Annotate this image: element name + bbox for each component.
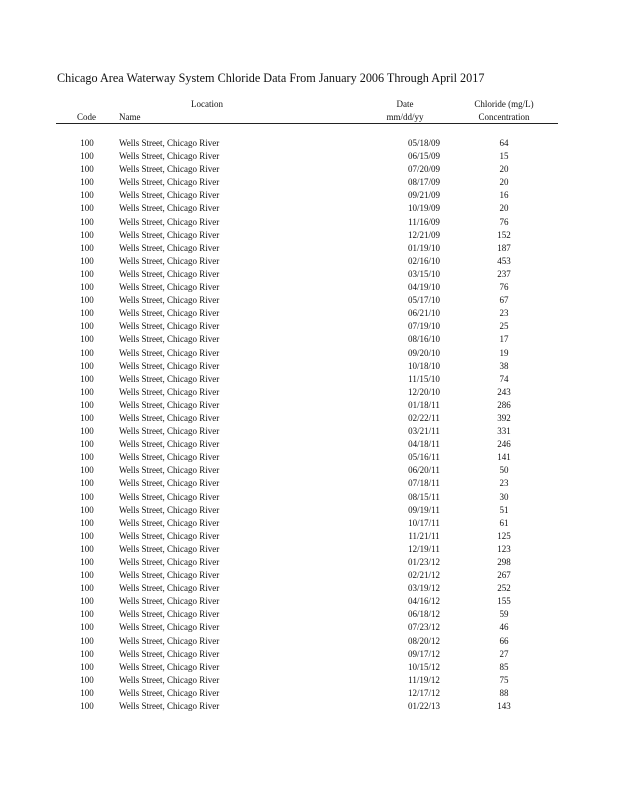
table-row <box>0 361 618 374</box>
table-row <box>0 426 618 439</box>
row-location-name: Wells Street, Chicago River <box>119 465 220 476</box>
table-row <box>0 334 618 347</box>
row-chloride-value: 20 <box>499 177 509 188</box>
row-date: 06/21/10 <box>407 308 440 319</box>
row-date: 10/19/09 <box>407 203 440 214</box>
row-chloride-value: 25 <box>499 321 509 332</box>
table-row <box>0 544 618 557</box>
row-date: 03/15/10 <box>407 268 440 279</box>
row-code: 100 <box>80 190 94 201</box>
row-code: 100 <box>80 491 94 502</box>
row-chloride-value: 76 <box>499 216 509 227</box>
row-location-name: Wells Street, Chicago River <box>119 609 220 620</box>
row-code: 100 <box>80 661 94 672</box>
row-code: 100 <box>80 557 94 567</box>
row-date: 02/16/10 <box>407 255 440 266</box>
table-row <box>0 583 618 596</box>
row-location-name: Wells Street, Chicago River <box>119 570 220 581</box>
row-date: 08/16/10 <box>407 334 440 345</box>
row-location-name: Wells Street, Chicago River <box>119 504 220 515</box>
row-chloride-value: 392 <box>497 412 511 423</box>
table-row <box>0 348 618 361</box>
row-chloride-value: 141 <box>497 452 511 463</box>
document-title: Chicago Area Waterway System Chloride Data From January 2006 Through April 2017 <box>57 71 485 85</box>
row-location-name: Wells Street, Chicago River <box>119 426 220 437</box>
row-location-name: Wells Street, Chicago River <box>119 583 220 594</box>
row-date: 07/19/10 <box>407 321 440 332</box>
row-code: 100 <box>80 504 94 515</box>
row-code: 100 <box>80 373 94 384</box>
table-row <box>0 531 618 544</box>
table-row <box>0 662 618 675</box>
table-row <box>0 557 618 570</box>
row-code: 100 <box>80 648 94 659</box>
row-location-name: Wells Street, Chicago River <box>119 439 220 450</box>
row-code: 100 <box>80 203 94 214</box>
row-location-name: Wells Street, Chicago River <box>119 491 220 502</box>
table-row <box>0 609 618 622</box>
row-code: 100 <box>80 268 94 279</box>
row-code: 100 <box>80 570 94 581</box>
row-date: 09/17/12 <box>407 648 440 659</box>
row-code: 100 <box>80 255 94 266</box>
table-row <box>0 400 618 413</box>
row-location-name: Wells Street, Chicago River <box>119 203 220 214</box>
row-location-name: Wells Street, Chicago River <box>119 308 220 319</box>
row-date: 08/20/12 <box>407 635 440 646</box>
table-row <box>0 374 618 387</box>
row-date: 11/16/09 <box>408 216 440 227</box>
table-row <box>0 321 618 334</box>
row-date: 08/15/11 <box>408 491 440 502</box>
row-code: 100 <box>80 596 94 607</box>
row-chloride-value: 30 <box>499 491 509 502</box>
row-chloride-value: 243 <box>497 386 511 397</box>
header-rule <box>56 123 558 124</box>
table-row <box>0 492 618 505</box>
row-date: 12/19/11 <box>408 543 440 554</box>
row-chloride-value: 155 <box>497 596 511 607</box>
row-chloride-value: 64 <box>499 138 509 148</box>
row-location-name: Wells Street, Chicago River <box>119 177 220 188</box>
data-table-body <box>0 138 618 714</box>
table-row <box>0 675 618 688</box>
header-concentration: Concentration <box>478 112 530 122</box>
row-code: 100 <box>80 151 94 162</box>
row-date: 05/18/09 <box>407 138 440 148</box>
row-code: 100 <box>80 426 94 437</box>
row-location-name: Wells Street, Chicago River <box>119 190 220 201</box>
table-row <box>0 282 618 295</box>
row-location-name: Wells Street, Chicago River <box>119 622 220 633</box>
row-location-name: Wells Street, Chicago River <box>119 635 220 646</box>
row-code: 100 <box>80 674 94 685</box>
row-code: 100 <box>80 321 94 332</box>
row-chloride-value: 85 <box>499 661 509 672</box>
row-chloride-value: 246 <box>497 439 511 450</box>
row-code: 100 <box>80 465 94 476</box>
table-row <box>0 164 618 177</box>
row-location-name: Wells Street, Chicago River <box>119 701 220 712</box>
row-location-name: Wells Street, Chicago River <box>119 386 220 397</box>
row-location-name: Wells Street, Chicago River <box>119 452 220 463</box>
row-chloride-value: 298 <box>497 557 511 567</box>
row-code: 100 <box>80 452 94 463</box>
row-location-name: Wells Street, Chicago River <box>119 687 220 698</box>
row-chloride-value: 59 <box>499 609 509 620</box>
table-row <box>0 308 618 321</box>
table-row <box>0 177 618 190</box>
row-chloride-value: 123 <box>497 543 511 554</box>
row-date: 10/17/11 <box>408 517 440 528</box>
row-date: 07/20/09 <box>407 164 440 175</box>
row-location-name: Wells Street, Chicago River <box>119 151 220 162</box>
row-location-name: Wells Street, Chicago River <box>119 321 220 332</box>
table-row <box>0 701 618 714</box>
row-date: 10/18/10 <box>407 360 440 371</box>
table-row <box>0 243 618 256</box>
header-code: Code <box>77 112 96 122</box>
row-code: 100 <box>80 635 94 646</box>
table-row <box>0 649 618 662</box>
row-location-name: Wells Street, Chicago River <box>119 412 220 423</box>
row-code: 100 <box>80 687 94 698</box>
table-row <box>0 596 618 609</box>
row-date: 01/18/11 <box>408 399 440 410</box>
row-location-name: Wells Street, Chicago River <box>119 334 220 345</box>
row-date: 04/16/12 <box>407 596 440 607</box>
row-chloride-value: 187 <box>497 242 511 253</box>
row-chloride-value: 15 <box>499 151 509 162</box>
table-row <box>0 518 618 531</box>
row-date: 12/20/10 <box>407 386 440 397</box>
header-date: Date <box>396 99 414 109</box>
row-code: 100 <box>80 229 94 240</box>
row-chloride-value: 331 <box>497 426 511 437</box>
row-date: 05/17/10 <box>407 295 440 306</box>
header-location: Location <box>191 99 223 109</box>
row-chloride-value: 267 <box>497 570 511 581</box>
row-code: 100 <box>80 412 94 423</box>
row-location-name: Wells Street, Chicago River <box>119 674 220 685</box>
row-date: 04/19/10 <box>407 282 440 293</box>
table-row <box>0 439 618 452</box>
row-date: 07/23/12 <box>407 622 440 633</box>
row-code: 100 <box>80 386 94 397</box>
row-code: 100 <box>80 216 94 227</box>
row-location-name: Wells Street, Chicago River <box>119 478 220 489</box>
row-location-name: Wells Street, Chicago River <box>119 347 220 358</box>
row-chloride-value: 76 <box>499 282 509 293</box>
row-chloride-value: 23 <box>499 308 509 319</box>
row-date: 09/20/10 <box>407 347 440 358</box>
row-location-name: Wells Street, Chicago River <box>119 661 220 672</box>
row-date: 01/22/13 <box>407 701 440 712</box>
row-chloride-value: 16 <box>499 190 509 201</box>
table-row <box>0 230 618 243</box>
row-code: 100 <box>80 138 94 148</box>
row-location-name: Wells Street, Chicago River <box>119 268 220 279</box>
row-chloride-value: 286 <box>497 399 511 410</box>
row-date: 11/19/12 <box>408 674 440 685</box>
row-location-name: Wells Street, Chicago River <box>119 255 220 266</box>
header-name: Name <box>119 112 141 122</box>
row-date: 12/21/09 <box>407 229 440 240</box>
table-row <box>0 190 618 203</box>
table-row <box>0 452 618 465</box>
row-code: 100 <box>80 478 94 489</box>
table-row <box>0 295 618 308</box>
row-chloride-value: 46 <box>499 622 509 633</box>
row-chloride-value: 74 <box>499 373 509 384</box>
row-code: 100 <box>80 282 94 293</box>
row-chloride-value: 88 <box>499 687 509 698</box>
row-location-name: Wells Street, Chicago River <box>119 360 220 371</box>
row-chloride-value: 17 <box>499 334 509 345</box>
row-code: 100 <box>80 295 94 306</box>
row-code: 100 <box>80 530 94 541</box>
row-location-name: Wells Street, Chicago River <box>119 216 220 227</box>
row-chloride-value: 19 <box>499 347 509 358</box>
table-row <box>0 256 618 269</box>
row-code: 100 <box>80 517 94 528</box>
row-location-name: Wells Street, Chicago River <box>119 557 220 567</box>
table-row <box>0 478 618 491</box>
row-date: 06/20/11 <box>408 465 440 476</box>
row-date: 11/21/11 <box>408 530 440 541</box>
row-date: 04/18/11 <box>408 439 440 450</box>
row-chloride-value: 252 <box>497 583 511 594</box>
row-chloride-value: 51 <box>499 504 509 515</box>
row-code: 100 <box>80 347 94 358</box>
row-location-name: Wells Street, Chicago River <box>119 530 220 541</box>
table-row <box>0 151 618 164</box>
row-chloride-value: 27 <box>499 648 509 659</box>
row-code: 100 <box>80 543 94 554</box>
row-code: 100 <box>80 583 94 594</box>
row-location-name: Wells Street, Chicago River <box>119 138 220 148</box>
row-chloride-value: 23 <box>499 478 509 489</box>
row-chloride-value: 75 <box>499 674 509 685</box>
row-date: 03/21/11 <box>408 426 440 437</box>
row-chloride-value: 38 <box>499 360 509 371</box>
row-code: 100 <box>80 308 94 319</box>
row-chloride-value: 67 <box>499 295 509 306</box>
row-chloride-value: 20 <box>499 164 509 175</box>
header-chloride: Chloride (mg/L) <box>474 99 534 109</box>
row-date: 05/16/11 <box>408 452 440 463</box>
row-date: 08/17/09 <box>407 177 440 188</box>
table-row <box>0 387 618 400</box>
row-date: 09/19/11 <box>408 504 440 515</box>
row-chloride-value: 237 <box>497 268 511 279</box>
row-date: 06/15/09 <box>407 151 440 162</box>
table-row <box>0 505 618 518</box>
row-location-name: Wells Street, Chicago River <box>119 596 220 607</box>
row-chloride-value: 50 <box>499 465 509 476</box>
row-code: 100 <box>80 242 94 253</box>
row-code: 100 <box>80 439 94 450</box>
row-date: 10/15/12 <box>407 661 440 672</box>
row-location-name: Wells Street, Chicago River <box>119 373 220 384</box>
row-location-name: Wells Street, Chicago River <box>119 295 220 306</box>
row-location-name: Wells Street, Chicago River <box>119 543 220 554</box>
row-code: 100 <box>80 622 94 633</box>
header-date-format: mm/dd/yy <box>386 112 424 122</box>
row-date: 12/17/12 <box>407 687 440 698</box>
row-chloride-value: 152 <box>497 229 511 240</box>
row-chloride-value: 453 <box>497 255 511 266</box>
row-location-name: Wells Street, Chicago River <box>119 648 220 659</box>
table-row <box>0 138 618 151</box>
row-date: 01/23/12 <box>407 557 440 567</box>
table-row <box>0 269 618 282</box>
row-code: 100 <box>80 177 94 188</box>
row-date: 01/19/10 <box>407 242 440 253</box>
row-chloride-value: 20 <box>499 203 509 214</box>
row-date: 02/22/11 <box>408 412 440 423</box>
row-code: 100 <box>80 360 94 371</box>
row-date: 07/18/11 <box>408 478 440 489</box>
row-location-name: Wells Street, Chicago River <box>119 242 220 253</box>
row-location-name: Wells Street, Chicago River <box>119 399 220 410</box>
table-row <box>0 217 618 230</box>
row-date: 02/21/12 <box>407 570 440 581</box>
row-location-name: Wells Street, Chicago River <box>119 229 220 240</box>
row-code: 100 <box>80 164 94 175</box>
row-location-name: Wells Street, Chicago River <box>119 164 220 175</box>
row-date: 06/18/12 <box>407 609 440 620</box>
row-date: 11/15/10 <box>408 373 440 384</box>
row-chloride-value: 66 <box>499 635 509 646</box>
row-location-name: Wells Street, Chicago River <box>119 282 220 293</box>
row-code: 100 <box>80 399 94 410</box>
table-row <box>0 203 618 216</box>
row-chloride-value: 125 <box>497 530 511 541</box>
row-date: 03/19/12 <box>407 583 440 594</box>
row-code: 100 <box>80 334 94 345</box>
table-row <box>0 622 618 635</box>
row-code: 100 <box>80 609 94 620</box>
row-date: 09/21/09 <box>407 190 440 201</box>
row-chloride-value: 61 <box>499 517 509 528</box>
table-row <box>0 688 618 701</box>
table-row <box>0 465 618 478</box>
row-location-name: Wells Street, Chicago River <box>119 517 220 528</box>
table-row <box>0 636 618 649</box>
row-chloride-value: 143 <box>497 701 511 712</box>
table-row <box>0 570 618 583</box>
row-code: 100 <box>80 701 94 712</box>
table-row <box>0 413 618 426</box>
